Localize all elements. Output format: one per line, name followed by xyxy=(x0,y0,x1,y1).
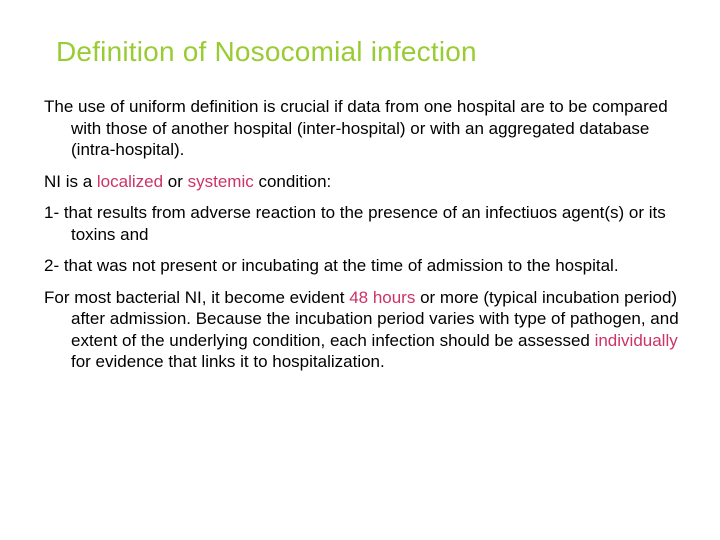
paragraph-bacterial-ni xyxy=(44,287,684,373)
highlighted-term: localized xyxy=(96,171,164,191)
slide-body xyxy=(44,96,684,383)
paragraph-text: The use of uniform definition is crucial if data from one hospital are to be compared with those of another hospital (inter-hospital) or with an aggregated database (intra-hospital). xyxy=(44,97,668,159)
paragraph-text: For most bacterial NI, it become evident xyxy=(44,287,350,307)
paragraph-criterion-1 xyxy=(44,202,684,245)
paragraph-text: or xyxy=(163,171,188,191)
paragraph-text: or more (typical incubation period) after admission. Because the incubation period varies with type of pathogen, and extent of the underlying condition, each infection should be assessed xyxy=(71,287,679,350)
highlighted-term: individually xyxy=(594,330,678,350)
highlighted-term: systemic xyxy=(187,171,254,191)
paragraph-text: NI is a xyxy=(44,171,97,191)
paragraph-text: 2- that was not present or incubating at the time of admission to the hospital. xyxy=(44,256,619,275)
paragraph-ni-condition xyxy=(44,171,684,193)
paragraph-text: condition: xyxy=(253,171,332,191)
paragraph-uniform-definition xyxy=(44,96,684,161)
slide-title: Definition of Nosocomial infection xyxy=(56,36,477,67)
highlighted-term: 48 hours xyxy=(349,287,416,307)
paragraph-criterion-2 xyxy=(44,255,684,277)
paragraph-text: 1- that results from adverse reaction to the presence of an infectiuos agent(s) or its toxins and xyxy=(44,203,666,244)
paragraph-text: for evidence that links it to hospitalization. xyxy=(71,352,385,371)
